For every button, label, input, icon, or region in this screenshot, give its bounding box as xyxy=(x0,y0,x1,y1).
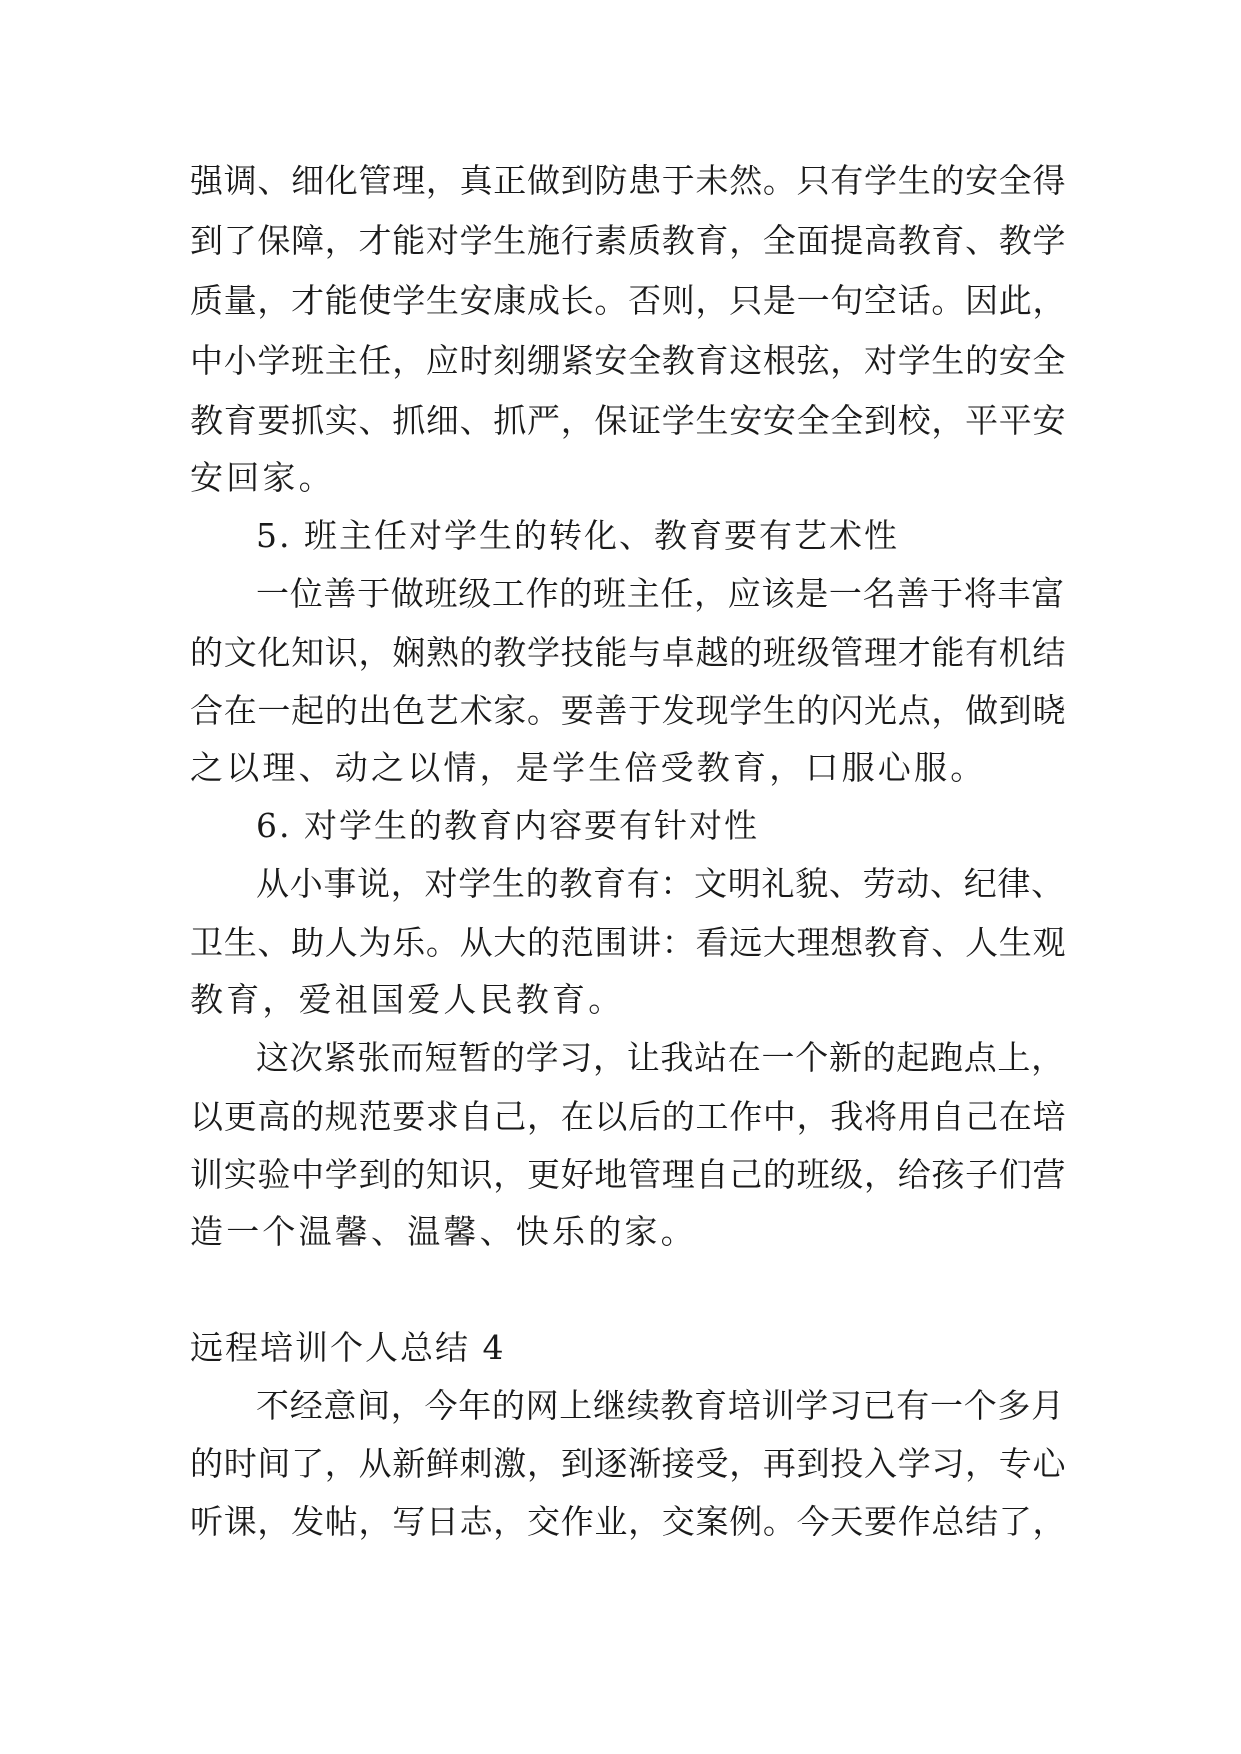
text-line: 以更高的规范要求自己，在以后的工作中，我将用自己在培 xyxy=(190,1097,1067,1136)
text-line: 质量，才能使学生安康成长。否则，只是一句空话。因此， xyxy=(190,281,1067,320)
text-line: 合在一起的出色艺术家。要善于发现学生的闪光点，做到晓 xyxy=(190,691,1067,730)
text-line: 的文化知识，娴熟的教学技能与卓越的班级管理才能有机结 xyxy=(190,633,1067,672)
text-line: 到了保障，才能对学生施行素质教育，全面提高教育、教学 xyxy=(190,221,1067,260)
text-line: 卫生、助人为乐。从大的范围讲：看远大理想教育、人生观 xyxy=(190,923,1067,962)
text-line: 不经意间，今年的网上继续教育培训学习已有一个多月 xyxy=(256,1386,1065,1425)
section-heading: 5. 班主任对学生的转化、教育要有艺术性 xyxy=(256,516,899,555)
text-line: 教育，爱祖国爱人民教育。 xyxy=(190,980,625,1019)
text-line: 从小事说，对学生的教育有：文明礼貌、劳动、纪律、 xyxy=(256,864,1065,903)
text-line: 的时间了，从新鲜刺激，到逐渐接受，再到投入学习，专心 xyxy=(190,1444,1067,1483)
text-line: 一位善于做班级工作的班主任，应该是一名善于将丰富 xyxy=(256,574,1065,613)
text-line: 听课，发帖，写日志，交作业，交案例。今天要作总结了， xyxy=(190,1502,1067,1541)
text-line: 造一个温馨、温馨、快乐的家。 xyxy=(190,1212,697,1251)
text-line: 这次紧张而短暂的学习，让我站在一个新的起跑点上， xyxy=(256,1038,1065,1077)
text-line: 强调、细化管理，真正做到防患于未然。只有学生的安全得 xyxy=(190,161,1067,200)
text-line: 安回家。 xyxy=(190,458,335,497)
text-line: 训实验中学到的知识，更好地管理自己的班级，给孩子们营 xyxy=(190,1155,1067,1194)
article-title: 远程培训个人总结 4 xyxy=(190,1328,506,1367)
text-line: 中小学班主任，应时刻绷紧安全教育这根弦，对学生的安全 xyxy=(190,341,1067,380)
text-line: 之以理、动之以情，是学生倍受教育，口服心服。 xyxy=(190,748,987,787)
section-heading: 6. 对学生的教育内容要有针对性 xyxy=(256,806,759,845)
text-line: 教育要抓实、抓细、抓严，保证学生安安全全到校，平平安 xyxy=(190,401,1067,440)
